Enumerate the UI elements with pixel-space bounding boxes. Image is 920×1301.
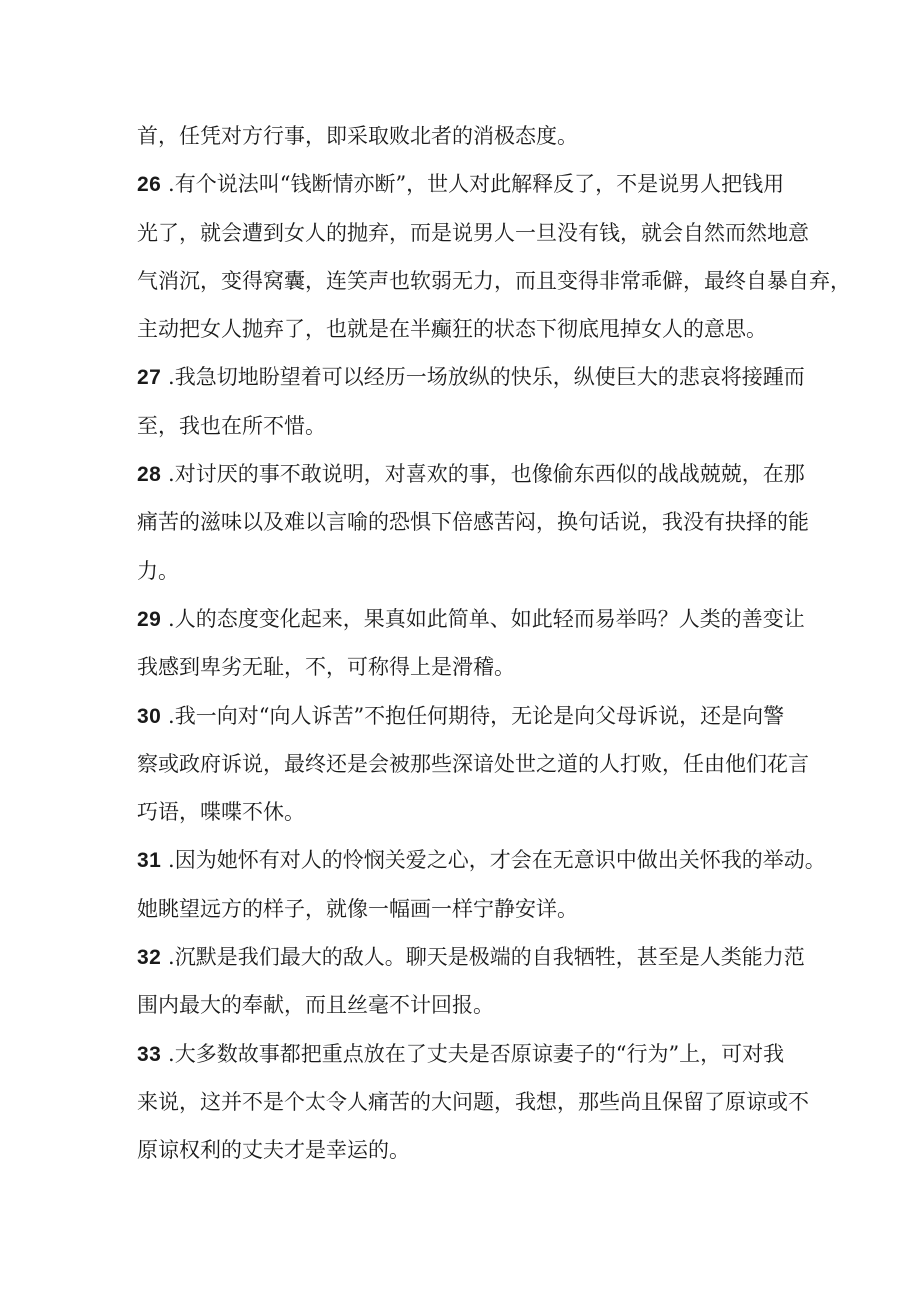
numbered-paragraph-28 bbox=[137, 450, 809, 595]
paragraph-number: 32 bbox=[137, 946, 162, 970]
text-line bbox=[137, 1126, 797, 1174]
paragraph-number: 33 bbox=[137, 1042, 162, 1066]
text-line bbox=[137, 209, 809, 257]
paragraph-text: 力。 bbox=[137, 558, 179, 583]
text-line bbox=[137, 402, 797, 450]
text-line bbox=[137, 1030, 797, 1078]
numbered-paragraph-26 bbox=[137, 160, 851, 353]
text-line bbox=[137, 112, 797, 160]
paragraph-text: 至，我也在所不惜。 bbox=[137, 413, 326, 438]
paragraph-number: 30 bbox=[137, 704, 162, 728]
paragraph-text: 首，任凭对方行事，即采取败北者的消极态度。 bbox=[137, 124, 578, 148]
text-line bbox=[137, 257, 851, 305]
paragraph-text: .对讨厌的事不敢说明，对喜欢的事，也像偷东西似的战战兢兢，在那 bbox=[161, 462, 805, 487]
text-line bbox=[137, 933, 805, 981]
paragraph-continuation bbox=[137, 112, 797, 160]
text-line bbox=[137, 788, 797, 836]
paragraph-number: 26 bbox=[137, 173, 162, 197]
text-line bbox=[137, 1078, 809, 1126]
paragraph-text: 巧语，喋喋不休。 bbox=[137, 800, 305, 825]
paragraph-text: 察或政府诉说，最终还是会被那些深谙处世之道的人打败，任由他们花言 bbox=[137, 751, 809, 776]
text-line bbox=[137, 305, 797, 353]
paragraph-text: .我急切地盼望着可以经历一场放纵的快乐，纵使巨大的悲哀将接踵而 bbox=[161, 365, 805, 390]
paragraph-text: 她眺望远方的样子，就像一幅画一样宁静安详。 bbox=[137, 896, 578, 921]
paragraph-text: .大多数故事都把重点放在了丈夫是否原谅妻子的“行为”上，可对我 bbox=[161, 1041, 785, 1066]
paragraph-text: .人的态度变化起来，果真如此简单、如此轻而易举吗？人类的善变让 bbox=[161, 606, 805, 631]
text-line bbox=[137, 498, 809, 546]
text-line bbox=[137, 836, 826, 884]
paragraph-text: 光了，就会遭到女人的抛弃，而是说男人一旦没有钱，就会自然而然地意 bbox=[137, 220, 809, 245]
text-line bbox=[137, 692, 797, 740]
paragraph-text: .有个说法叫“钱断情亦断”，世人对此解释反了，不是说男人把钱用 bbox=[161, 172, 785, 197]
numbered-paragraph-31 bbox=[137, 836, 826, 933]
paragraph-text: 我感到卑劣无耻，不，可称得上是滑稽。 bbox=[137, 655, 515, 680]
text-line bbox=[137, 353, 805, 401]
numbered-paragraph-33 bbox=[137, 1030, 809, 1175]
numbered-paragraph-27 bbox=[137, 353, 805, 450]
paragraph-number: 27 bbox=[137, 366, 162, 390]
numbered-paragraph-32 bbox=[137, 933, 805, 1030]
paragraph-text: 气消沉，变得窝囊，连笑声也软弱无力，而且变得非常乖僻，最终自暴自弃， bbox=[137, 268, 851, 293]
paragraph-text: .沉默是我们最大的敌人。聊天是极端的自我牺牲，甚至是人类能力范 bbox=[161, 945, 805, 970]
paragraph-text: 痛苦的滋味以及难以言喻的恐惧下倍感苦闷，换句话说，我没有抉择的能 bbox=[137, 510, 809, 535]
paragraph-text: 主动把女人抛弃了，也就是在半癫狂的状态下彻底甩掉女人的意思。 bbox=[137, 317, 767, 342]
document-body bbox=[137, 112, 851, 1175]
numbered-paragraph-30 bbox=[137, 692, 809, 837]
text-line bbox=[137, 885, 797, 933]
paragraph-number: 29 bbox=[137, 607, 162, 631]
paragraph-number: 28 bbox=[137, 463, 162, 487]
text-line bbox=[137, 643, 797, 691]
text-line bbox=[137, 450, 805, 498]
text-line bbox=[137, 160, 797, 208]
text-line bbox=[137, 740, 809, 788]
paragraph-number: 31 bbox=[137, 849, 162, 873]
paragraph-text: 来说，这并不是个太令人痛苦的大问题，我想，那些尚且保留了原谅或不 bbox=[137, 1089, 809, 1114]
text-line bbox=[137, 981, 797, 1029]
paragraph-text: .因为她怀有对人的怜悯关爱之心，才会在无意识中做出关怀我的举动。 bbox=[161, 848, 826, 873]
paragraph-text: .我一向对“向人诉苦”不抱任何期待，无论是向父母诉说，还是向警 bbox=[161, 703, 785, 728]
numbered-paragraph-29 bbox=[137, 595, 805, 692]
paragraph-text: 围内最大的奉献，而且丝毫不计回报。 bbox=[137, 993, 494, 1018]
text-line bbox=[137, 547, 797, 595]
paragraph-text: 原谅权利的丈夫才是幸运的。 bbox=[137, 1138, 410, 1163]
text-line bbox=[137, 595, 805, 643]
